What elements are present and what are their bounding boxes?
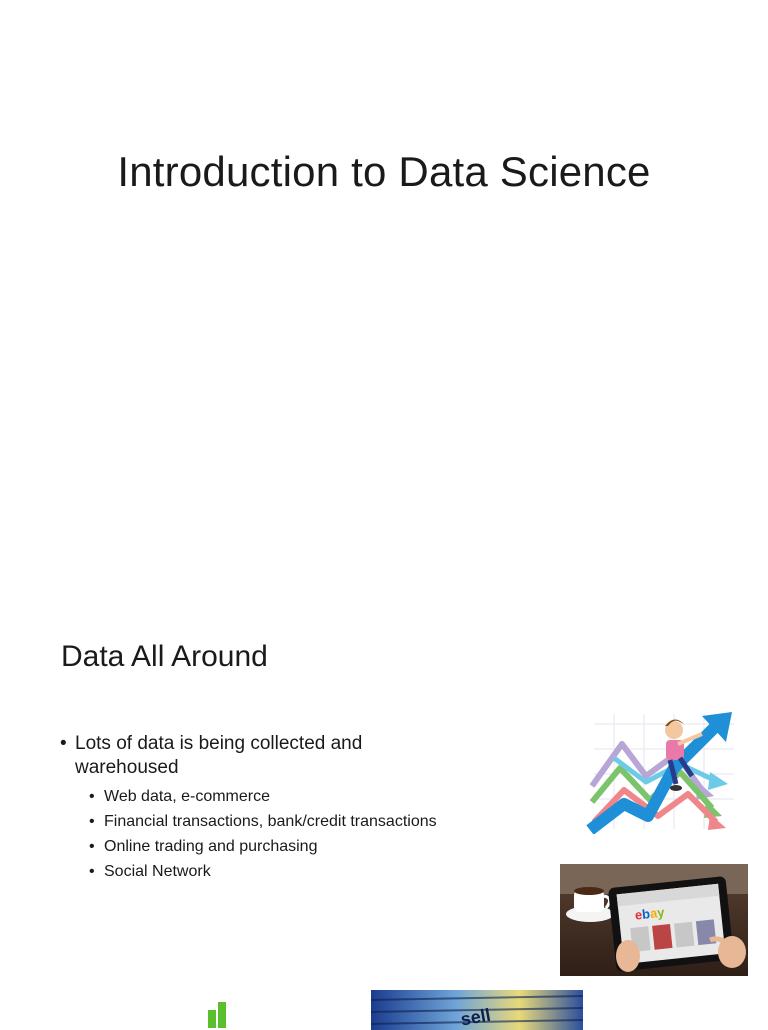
sub-bullet-list xyxy=(89,784,437,884)
bullet-item xyxy=(60,732,437,884)
bullet-list xyxy=(60,732,437,884)
slide-title: Introduction to Data Science xyxy=(117,148,651,195)
svg-text:ebay: ebay xyxy=(634,904,666,923)
bullet-text: Lots of data is being collected and warehoused xyxy=(75,733,363,778)
slide-title: Data All Around xyxy=(61,640,268,673)
sub-bullet-item: • Social Network xyxy=(89,859,395,884)
sub-bullet-item: • Financial transactions, bank/credit transactions xyxy=(89,809,395,834)
sell-text: sell xyxy=(459,1004,493,1030)
growth-chart-image xyxy=(584,704,740,834)
growth-bar-image xyxy=(84,988,284,1028)
sell-screen-image xyxy=(371,990,583,1030)
sub-bullet-item: • Online trading and purchasing xyxy=(89,834,395,859)
ebay-logo-e: e xyxy=(634,906,643,923)
sub-bullet-item: • Web data, e-commerce xyxy=(89,784,395,809)
slide-2 xyxy=(0,600,768,1030)
tablet-shopping-image xyxy=(560,864,748,976)
